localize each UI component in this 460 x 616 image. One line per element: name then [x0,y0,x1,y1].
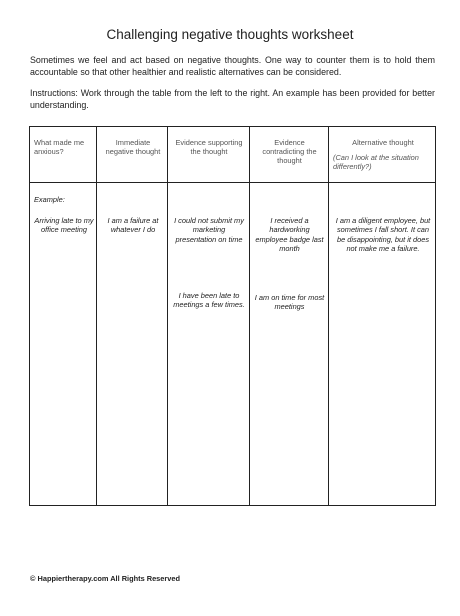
header-supporting-evidence: Evidence supporting the thought [175,138,243,157]
header-alternative-thought [333,127,433,182]
header-anxious: What made me anxious? [34,138,85,157]
example-negative-thought: I am a failure at whatever I do [107,216,159,235]
example-contradicting-1: I received a hardworking employee badge last month [255,216,324,254]
example-alternative-thought: I am a diligent employee, but sometimes I fall short. It can be disappointing, but it does not make me a failure. [335,216,431,254]
instructions-paragraph: Instructions: Work through the table from the left to the right. An example has been provided for better understanding. [30,88,435,110]
column-divider [329,127,436,505]
example-label: Example: [34,195,65,204]
example-contradicting-2: I am on time for most meetings [254,293,325,312]
header-alternative-subheader: (Can I look at the situation differently?) [333,153,419,172]
column-divider [97,127,168,505]
column-divider [30,127,97,505]
header-alternative-label: Alternative thought [352,138,414,147]
example-supporting-2: I have been late to meetings a few times. [173,291,245,310]
example-anxious: Arriving late to my office meeting [34,216,94,235]
header-negative-thought: Immediate negative thought [105,138,161,157]
copyright-footer: © Happiertherapy.com All Rights Reserved [30,574,181,583]
example-supporting-1: I could not submit my marketing presentation on time [174,216,244,244]
header-contradicting-evidence: Evidence contradicting the thought [262,138,317,166]
intro-paragraph: Sometimes we feel and act based on negative thoughts. One way to counter them is to hold them accountable so that other healthier and realistic alternatives can be considered. [30,55,435,77]
column-divider [250,127,329,505]
column-divider [168,127,250,505]
worksheet-table [29,126,436,506]
worksheet-title: Challenging negative thoughts worksheet [106,27,354,42]
